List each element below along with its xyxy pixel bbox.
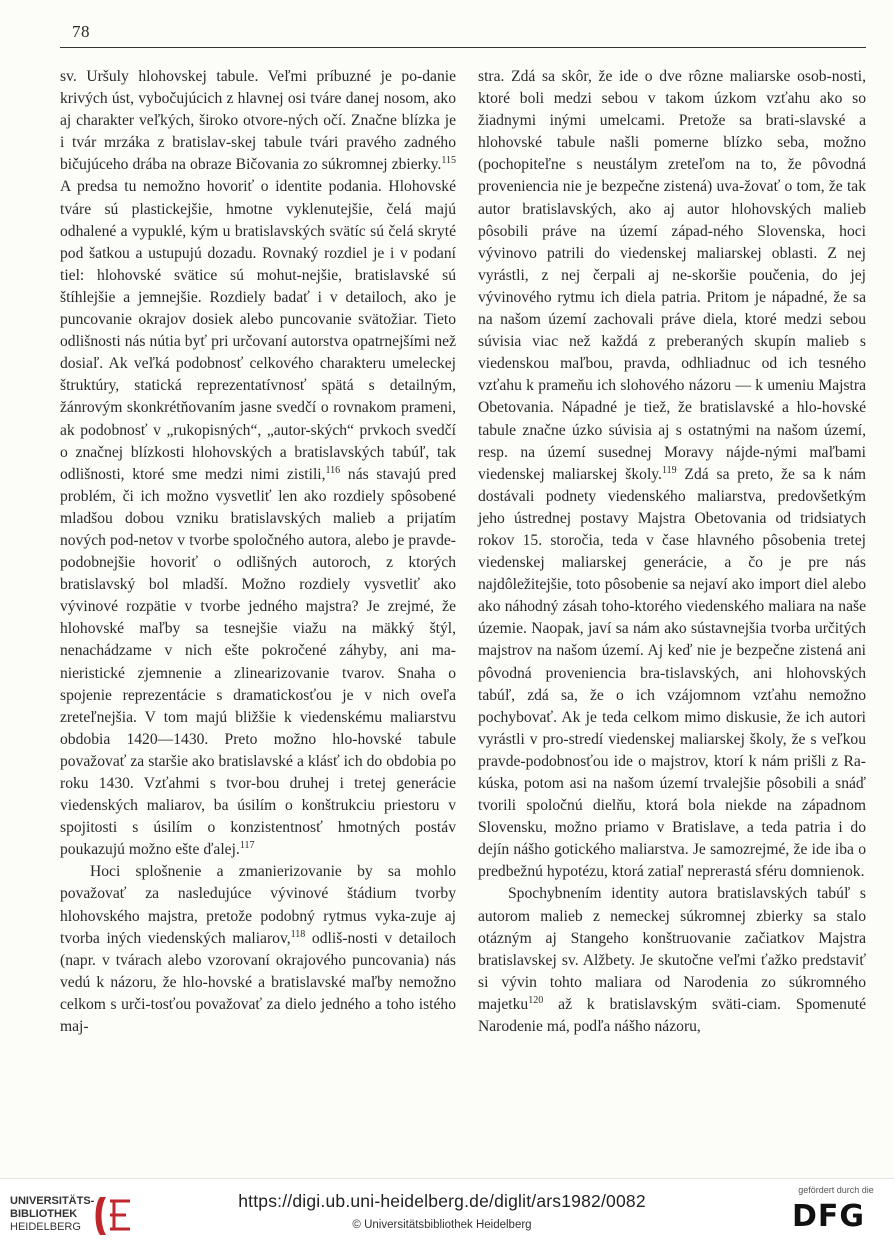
copyright-notice: © Universitätsbibliothek Heidelberg (352, 1219, 532, 1231)
library-name-line: HEIDELBERG (10, 1221, 81, 1233)
right-text-column (478, 66, 866, 1038)
left-text-column (60, 66, 456, 1038)
library-name-line: UNIVERSITÄTS- (10, 1195, 95, 1207)
paragraph (60, 66, 456, 861)
funder-caption: gefördert durch die (798, 1185, 874, 1195)
text-run: až k bratislavským sväti-ciam. Spomenuté Narodenie má, podľa nášho názoru, (478, 995, 866, 1036)
text-run: Spochybnením identity autora bratislavských tabúľ s autorom malieb z nemeckej súkromnej zbierky sa stalo otázným aj Stangeho konštruovanie začiatkov Majstra bratislavskej sv. Alžbety. Je skutočne veľmi ťažko predstaviť si vývin tohto maliara od Narodenia zo súkromného majetku (478, 885, 866, 1013)
text-run: Hoci splošnenie a zmanierizovanie by sa mohlo považovať za nasledujúce vývinové štádium tvorby hlohovského majstra, pretože podobný rytmus vyka-zuje aj tvorba iných viedenských maliarov, (60, 863, 456, 947)
footnote-ref[interactable]: 115 (441, 155, 456, 167)
footnote-ref[interactable]: 116 (325, 464, 341, 476)
viewer-footer (0, 1178, 894, 1243)
text-run: Zdá sa preto, že sa k nám dostávali podnety viedenského maliarstva, predovšetkým jeho ústrednej postavy Majstra Obetovania od tridsiatych rokov 15. storočia, teda v čase hlavného pôsobenia tretej viedenskej maliarskej generácie, a čo je pre nás najdôležitejšie, toto pôsobenie sa nejaví ako import diel alebo ako náhodný zásah toho-ktorého viedenského maliara na naše územie. Naopak, javí sa nám ako sústavnejšia tvorba určitých majstrov na našom území. Aj keď nie je bezpečne zistená ani pôvodná proveniencia bra-tislavských, ani hlohovských tabúľ, zdá sa, že o ich vzájomnom vzťahu nemožno pochybovať. Ak je teda celkom mimo diskusie, že ich autori vyrástli v pro-stredí viedenskej maliarskej školy, že s veľkou pravde-podobnosťou ide o majstrov, ktorí k nám prišli z Ra-kúska, potom asi na našom území trvalejšie pôsobili a snáď tvorili spoločnú dielňu, ktorá bola niekde na západnom Slovensku, možno priamo v Bratislave, a teda patria i do dejín nášho gotického maliarstva. Je samozrejmé, že ide iba o predbežnú hypotézu, ktorá zatiaľ neprerastá sféru domnienok. (478, 465, 867, 881)
library-emblem-icon (92, 1195, 132, 1237)
paragraph (478, 883, 866, 1038)
footnote-ref[interactable]: 118 (290, 928, 306, 940)
footnote-ref[interactable]: 117 (239, 840, 255, 852)
text-run: odliš-nosti v detailoch (napr. v tvárach alebo vzorovaní okrajového puncovania) nás vedú k názoru, že hlo-hovské a bratislavské maľby nemožno celkom s urči-tosťou považovať za dielo jedného a toho istého maj- (60, 929, 456, 1036)
paragraph (478, 66, 866, 883)
permalink-url[interactable]: https://digi.ub.uni-heidelberg.de/diglit/ars1982/0082 (238, 1191, 646, 1211)
library-name (10, 1195, 94, 1234)
footnote-ref[interactable]: 119 (661, 464, 677, 476)
text-run: stra. Zdá sa skôr, že ide o dve rôzne maliarske osob-nosti, ktoré boli medzi sebou v takom úzkom vzťahu ako so žiadnymi inými umelcami. Pretože sa brati-slavské a hlohovské tabule našli pomerne blízko seba, možno (pochopiteľne s neustálym zreteľom na to, že pôvodná proveniencia nie je bezpečne zistená) uva-žovať o tom, že tak autor bratislavských, ako aj autor hlohovských malieb pôsobili práve na území západ-ného Slovenska, hoci vývinovo patrili do viedenskej maliarskej oblasti. Z nej vyrástli, z nej čerpali aj ne-skoršie poučenia, do jej vývinového rytmu ich diela patria. Pritom je nápadné, že sa na našom území zachovali práve diela, ktoré medzi sebou súvisia viac než každá z preberaných skupín malieb s viedenskou maľbou, pravda, odhliadnuc od ich tesného vzťahu k prameňu ich slohového názoru — k umeniu Majstra Obetovania. Nápadné je tiež, že bratislavské a hlo-hovské tabule značne úzko súvisia aj s ostatnými na našom území, resp. na území susednej Moravy nájde-nými maľbami viedenskej maliarskej školy. (478, 68, 866, 483)
text-run: nás stavajú pred problém, či ich možno vysvetliť len ako rozdiely spôsobené mladšou dobou vzniku bratislavských malieb a prijatím nových pod-netov v tvorbe spoločného autora, alebo je pravde-podobnejšie hovoriť o odlišných autoroch, z ktorých bratislavský bol mladší. Možno rozdiely vysvetliť ako vývinové rozpätie v tvorbe jedného majstra? Je zrejmé, že hlohovské maľby sa tesnejšie viažu na mäkký štýl, nenachádzame v nich ešte pokročené záhyby, ani ma-nieristické zjemnenie a zlinearizovanie tvarov. Snaha o spojenie reprezentácie s dramatickosťou je v nich oveľa zreteľnejšia. V tom majú bližšie k viedenskému maliarstvu obdobia 1420—1430. Preto možno hlo-hovské tabule považovať za staršie ako bratislavské a klásť ich do obdobia po roku 1430. Vzťahmi s tvor-bou druhej i tretej generácie viedenských maliarov, ba úsilím o konštrukciu priestoru v spojitosti s úsilím o konzistentnosť hmotných postáv poukazujú možno ešte ďalej. (60, 465, 457, 859)
text-run: A predsa tu nemožno hovoriť o identite podania. Hlohovské tváre sú plastickejšie, hmotne vyklenutejšie, čelá majú odhalené a vypuklé, kým u bratislavských svätíc sú čelá skryté pod šatkou a ustupujú dozadu. Rovnaký rozdiel je i v podaní tiel: hlohovské svätice sú mohut-nejšie, bratislavské sú štíhlejšie a jemnejšie. Rozdiely badať i v detailoch, ako je puncovanie okrajov dosiek alebo puncovanie svätožiar. Tieto odlišnosti nás nútia byť pri určovaní autorstva opatrnejšími než dosiaľ. Ak veľká podobnosť celkového charakteru umeleckej štruktúry, statická reprezentatívnosť spätá s detailným, žánrovým skonkrétňovaním jasne svedčí o rovnakom prameni, ak podobnosť v „rukopisných“, „autor-ských“ prvkoch svedčí o značnej blízkosti hlohovských a bratislavských tabúľ, tak odlišnosti, ktoré sme medzi nimi zistili, (60, 178, 456, 483)
library-name-line: BIBLIOTHEK (10, 1208, 78, 1220)
text-run: sv. Uršuly hlohovskej tabule. Veľmi príbuzné je po-danie krivých úst, vybočujúcich z hlavnej osi tváre danej nosom, ako aj charakter veľkých, široko otvore-ných očí. Značne blízka je i tvár mrzáka z bratislav-skej tabule tvári pravého zadného bičujúceho drába na obraze Bičovania zo súkromnej zbierky. (60, 68, 456, 174)
footnote-ref[interactable]: 120 (528, 994, 544, 1006)
header-rule (60, 47, 866, 48)
library-logo[interactable] (10, 1191, 140, 1237)
page-number: 78 (72, 22, 90, 41)
funder-logo[interactable] (788, 1185, 884, 1237)
paragraph (60, 861, 456, 1038)
dfg-logo-icon: DFG (792, 1199, 866, 1234)
